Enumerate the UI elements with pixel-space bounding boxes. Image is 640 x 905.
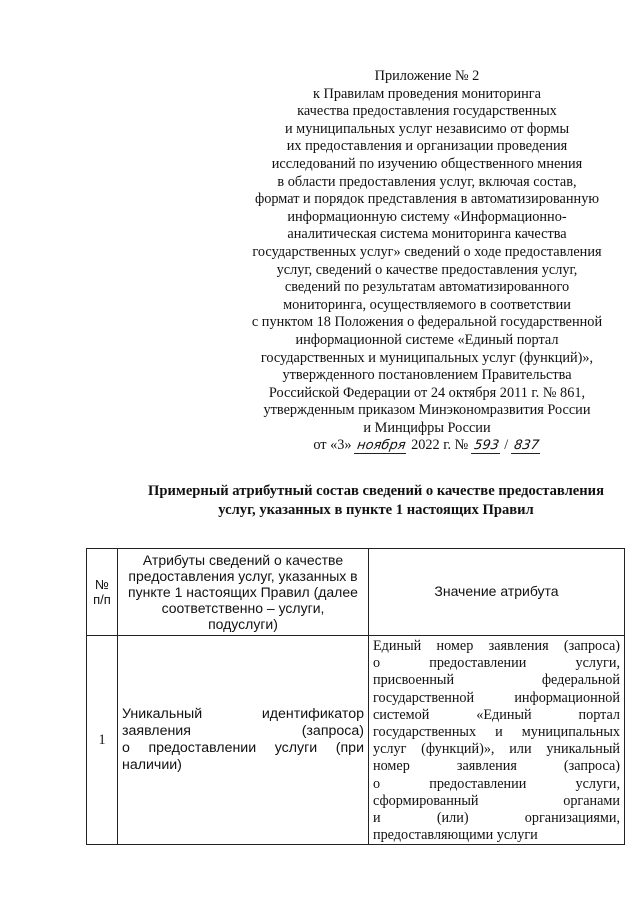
appendix-line: утвержденным приказом Минэкономразвития России xyxy=(263,402,591,419)
attributes-table xyxy=(86,548,625,845)
title-line: Примерный атрибутный состав сведений о качестве предоставления xyxy=(148,483,604,499)
order-number-2-handwritten: 837 xyxy=(511,439,542,454)
appendix-line: информационной системе «Единый портал xyxy=(295,331,559,348)
order-number-1-handwritten: 593 xyxy=(471,439,502,454)
row-attribute xyxy=(118,636,369,845)
appendix-line: исследований по изучению общественного мнения xyxy=(271,155,583,172)
appendix-line: и муниципальных услуг независимо от формы xyxy=(284,120,570,137)
order-slash: / xyxy=(504,437,509,454)
attribute-line: заявления (запроса) xyxy=(122,723,364,740)
appendix-header xyxy=(228,68,626,455)
value-line: государственных и муниципальных xyxy=(373,724,620,741)
appendix-line: утвержденного постановлением Правительства xyxy=(282,367,572,384)
header-attribute-line: Атрибуты сведений о качестве xyxy=(142,552,344,568)
value-line: услуг (функций)», или уникальный xyxy=(373,741,620,758)
attribute-line: наличии) xyxy=(122,757,182,774)
table-header-row xyxy=(87,549,625,636)
appendix-line: в области предоставления услуг, включая состав, xyxy=(277,173,577,190)
value-line: государственной информационной xyxy=(373,689,620,706)
value-line: о предоставлении услуги, xyxy=(373,775,620,792)
appendix-line: информационную систему «Информационно- xyxy=(287,208,567,225)
order-month-handwritten: ноября xyxy=(354,439,408,454)
value-line: системой «Единый портал xyxy=(373,706,620,723)
header-number-line: № xyxy=(95,577,109,592)
appendix-line: Российской Федерации от 24 октября 2011 г. № 861, xyxy=(268,384,586,401)
order-date-number xyxy=(228,437,626,455)
header-number-line: п/п xyxy=(93,592,111,607)
row-number: 1 xyxy=(87,636,118,845)
attribute-line: Уникальный идентификатор xyxy=(122,706,364,723)
appendix-line: услуг, сведений о качестве предоставления услуг, xyxy=(276,261,578,278)
header-attribute-line: предоставления услуг, указанных в xyxy=(128,568,358,584)
order-day: 3 xyxy=(337,437,345,454)
value-line: предоставляющими услуги xyxy=(373,827,538,844)
appendix-line: сведений по результатам автоматизированного xyxy=(284,279,570,296)
appendix-line: качества предоставления государственных xyxy=(297,103,557,120)
header-attribute-line: соответственно – услуги, xyxy=(161,600,325,616)
appendix-line: формат и порядок представления в автоматизированную xyxy=(254,191,600,208)
header-attribute-line: подуслуги) xyxy=(208,616,278,632)
header-attribute-line: пункте 1 настоящих Правил (далее xyxy=(128,584,358,600)
table-row xyxy=(87,636,625,845)
order-prefix: от « xyxy=(313,437,338,454)
document-title xyxy=(130,482,622,520)
appendix-line: аналитическая система мониторинга качества xyxy=(287,226,567,243)
appendix-line: к Правилам проведения мониторинга xyxy=(312,85,542,102)
appendix-line: с пунктом 18 Положения о федеральной государственной xyxy=(251,314,603,331)
appendix-line: и Минцифры России xyxy=(363,419,491,436)
value-line: Единый номер заявления (запроса) xyxy=(373,638,620,654)
value-line: и (или) организациями, xyxy=(373,810,620,827)
header-attribute xyxy=(118,549,369,636)
header-value: Значение атрибута xyxy=(369,549,625,636)
appendix-line: государственных услуг» сведений о ходе предоставления xyxy=(252,243,602,260)
appendix-line: государственных и муниципальных услуг (функций)», xyxy=(260,349,594,366)
attribute-line: о предоставлении услуги (при xyxy=(122,740,364,757)
appendix-line: мониторинга, осуществляемого в соответствии xyxy=(283,296,571,313)
title-line: услуг, указанных в пункте 1 настоящих Правил xyxy=(218,502,534,518)
order-year: 2022 г. № xyxy=(411,437,469,454)
value-line: присвоенный федеральной xyxy=(373,672,620,689)
appendix-line: их предоставления и организации проведения xyxy=(286,138,568,155)
header-number xyxy=(87,549,118,636)
value-line: номер заявления (запроса) xyxy=(373,758,620,775)
appendix-line: Приложение № 2 xyxy=(374,68,480,84)
value-line: о предоставлении услуги, xyxy=(373,655,620,672)
row-value xyxy=(369,636,625,845)
value-line: сформированный органами xyxy=(373,792,620,809)
order-day-close: » xyxy=(344,437,352,454)
